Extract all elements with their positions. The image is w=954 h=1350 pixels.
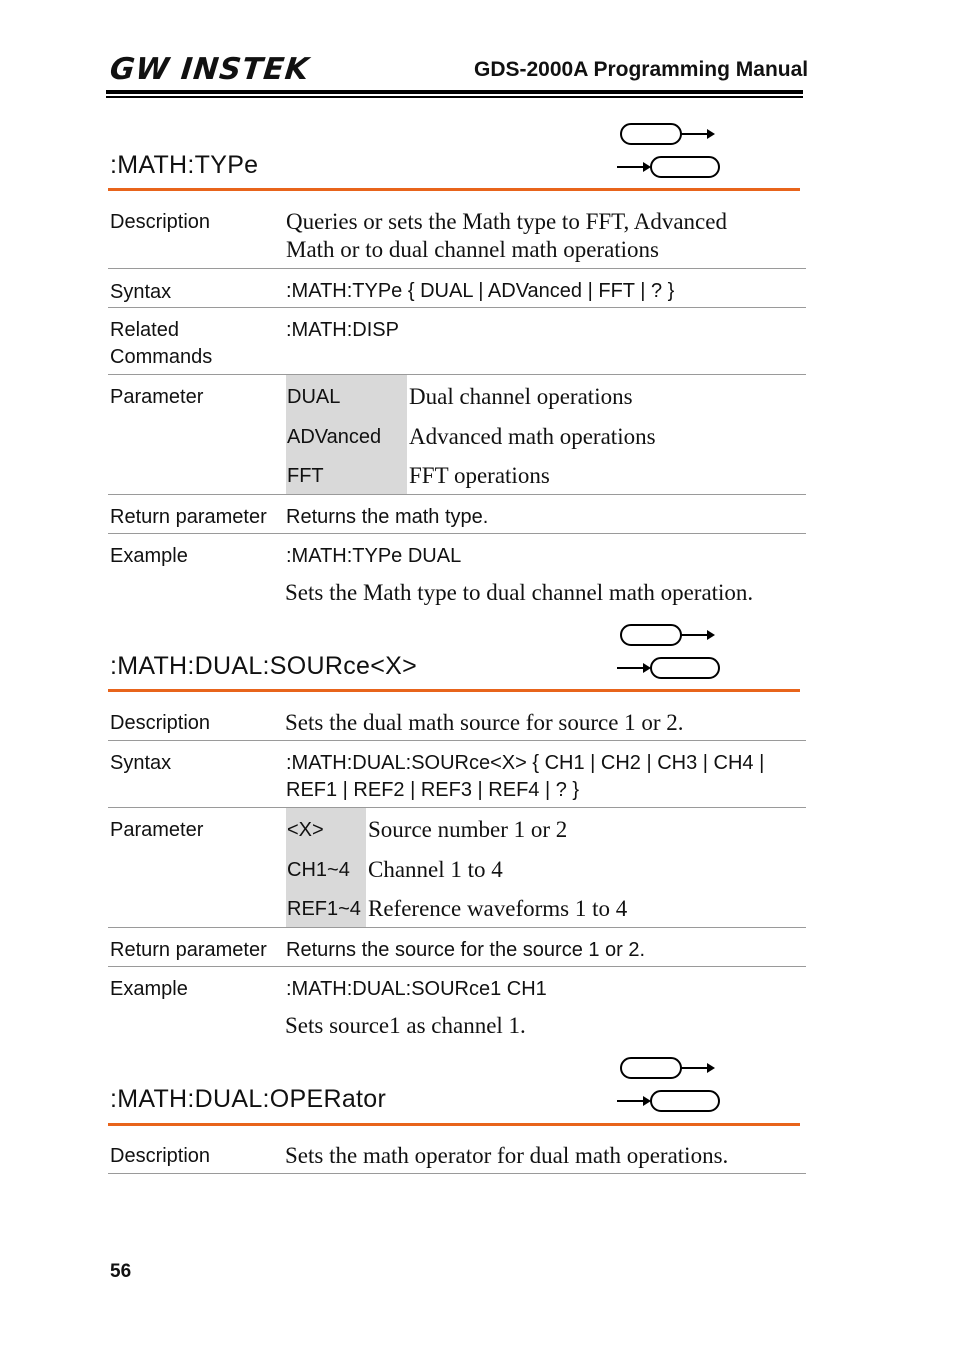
description-text: Sets the dual math source for source 1 or 2. (285, 710, 684, 735)
description-label: Description (110, 1145, 211, 1167)
parameter-desc: Advanced math operations (409, 424, 656, 449)
manual-title: GDS-2000A Programming Manual (474, 58, 809, 81)
syntax-label: Syntax (110, 752, 172, 774)
parameter-name: DUAL (287, 386, 341, 408)
parameter-name: FFT (287, 465, 324, 487)
example-command: :MATH:TYPe DUAL (286, 545, 462, 567)
parameter-name: REF1~4 (287, 898, 361, 920)
parameter-desc: Reference waveforms 1 to 4 (368, 896, 628, 921)
return-text: Returns the source for the source 1 or 2. (286, 939, 646, 961)
parameter-name: CH1~4 (287, 859, 350, 881)
related-commands-text: :MATH:DISP (286, 319, 399, 341)
parameter-label: Parameter (110, 819, 204, 841)
divider (108, 268, 806, 269)
description-text-line1: Queries or sets the Math type to FFT, Advanced (286, 209, 727, 234)
example-command: :MATH:DUAL:SOURce1 CH1 (286, 978, 547, 1000)
section-rule (108, 188, 800, 191)
related-label-line1: Related (110, 319, 179, 341)
syntax-label: Syntax (110, 281, 172, 303)
divider (108, 494, 806, 495)
parameter-desc: Dual channel operations (409, 384, 633, 409)
divider (108, 740, 806, 741)
set-query-icon (615, 623, 725, 683)
header-rule (106, 90, 803, 94)
syntax-text: :MATH:TYPe { DUAL | ADVanced | FFT | ? } (286, 280, 675, 302)
return-text: Returns the math type. (286, 506, 489, 528)
return-label: Return parameter (110, 939, 267, 961)
section-rule (108, 689, 800, 692)
description-label: Description (110, 211, 211, 233)
divider (108, 1173, 806, 1174)
description-label: Description (110, 712, 211, 734)
parameter-desc: Channel 1 to 4 (368, 857, 503, 882)
section-rule (108, 1123, 800, 1126)
divider (108, 807, 806, 808)
divider (108, 374, 806, 375)
set-query-icon (615, 1056, 725, 1116)
description-text: Sets the math operator for dual math operations. (285, 1143, 729, 1168)
command-title-math-type: :MATH:TYPe (110, 151, 259, 179)
example-description: Sets the Math type to dual channel math operation. (285, 580, 754, 605)
description-text-line2: Math or to dual channel math operations (286, 237, 660, 262)
brand-logo: GW INSTEK (108, 52, 312, 87)
syntax-text-line1: :MATH:DUAL:SOURce<X> { CH1 | CH2 | CH3 | CH4 | (286, 752, 765, 774)
parameter-desc: Source number 1 or 2 (368, 817, 568, 842)
parameter-name: ADVanced (287, 426, 382, 448)
divider (108, 927, 806, 928)
parameter-name: <X> (287, 819, 324, 841)
example-description: Sets source1 as channel 1. (285, 1013, 526, 1038)
divider (108, 307, 806, 308)
divider (108, 533, 806, 534)
parameter-label: Parameter (110, 386, 204, 408)
set-query-icon (615, 122, 725, 182)
page-number: 56 (110, 1261, 132, 1282)
header-rule-thin (106, 96, 803, 98)
return-label: Return parameter (110, 506, 267, 528)
command-title-math-dual-source: :MATH:DUAL:SOURce<X> (110, 652, 418, 680)
example-label: Example (110, 545, 188, 567)
command-title-math-dual-operator: :MATH:DUAL:OPERator (110, 1085, 387, 1113)
example-label: Example (110, 978, 188, 1000)
related-label-line2: Commands (110, 346, 213, 368)
syntax-text-line2: REF1 | REF2 | REF3 | REF4 | ? } (286, 779, 580, 801)
parameter-desc: FFT operations (409, 463, 550, 488)
divider (108, 966, 806, 967)
